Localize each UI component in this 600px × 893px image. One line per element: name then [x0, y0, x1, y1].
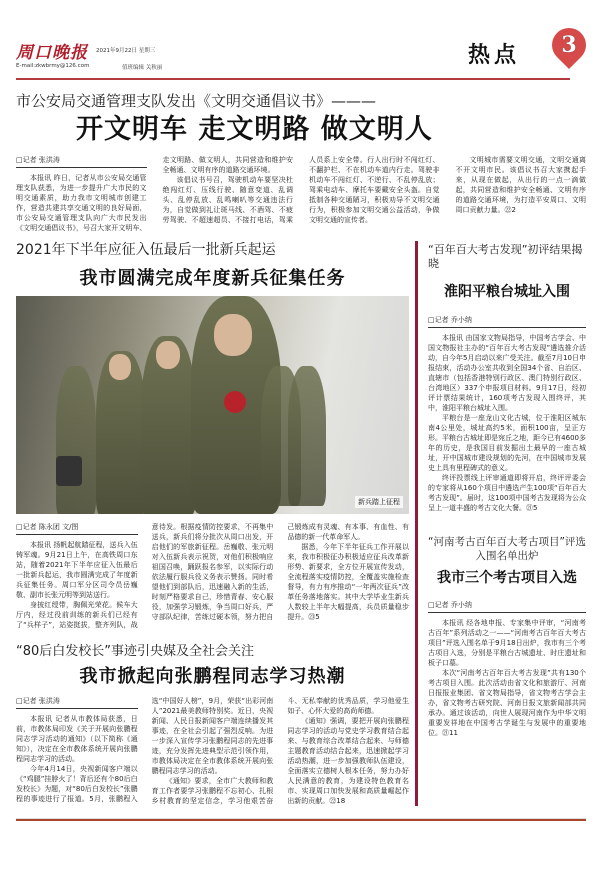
paragraph: 本次“河南考古百年百大考古发现”共有130个考古项目入围。此次活动由省文化和旅游厅、河南日报报业集团、省文物局指导，省文物考古学会主办，省文物考古研究院、河南日报文旅新闻部共同承办。通过该活动，向世人展现河南作为中华文明重要发祥地在中国考古学诞生与发展中的重要地位。㉑11 — [428, 668, 586, 737]
section-title: 热点 — [468, 42, 521, 68]
paragraph: 《通知》强调，要把开展向张鹏程同志学习的活动与党史学习教育结合起来、与教育综合改革结合起来、与师德主题教育活动结合起来，迅速掀起学习活动热潮，进一步加强教师队伍建设，全面落实立德树人根本任务，努力办好人民满意的教育，为建设特色教育名市、实现周口加快发展和高质量崛起作出新的贡献。㉒18 — [287, 717, 409, 806]
editor: 值班编辑 关秋丽 — [122, 65, 163, 71]
paragraph: 《通知》要求，全市广大教师和教育工作者要学习张鹏程不忘初心、扎根乡村教育的坚定信念，学习他艰苦奋斗、无私奉献的优秀品质，学习他爱生如子、心怀大爱的高尚师德。 — [151, 697, 409, 806]
paragraph: 文明城市需要文明交通，文明交通离不开文明市民。该倡议书召大家携起手来，从现在做起，从出行的一点一滴做起，共同营造和维护安全畅通、文明有序的道路交通环境，为打造平安周口、文明周口贡献力量。㉒2 — [455, 155, 586, 214]
footer-rule — [16, 818, 586, 821]
right-stories — [415, 241, 586, 807]
paragraph: 本报讯 扬帆起航踏征程，送兵入伍铸军魂。9月21日上午，在高铁周口东站，随着2021年下半年应征入伍最后一批新兵起运，我市圆满完成了年度新兵征集任务。周口军分区司令员岳巍敬、副市长张元明等到站送行。 — [16, 541, 138, 600]
article5-byline: □记者 乔小纳 — [428, 600, 586, 613]
paragraph: 本报讯 由国家文物局指导，中国考古学会、中国文物报社主办的“百年百大考古发现”遴选推介活动，自今年5月启动以来广受关注。截至7月10日申报结束，活动办公室共收到全国34个省、自治区、直辖市（包括香港特别行政区、澳门特别行政区、台湾地区）337个申报项目材料。9月17日，经初评计票结果统计，160项考古发现入围终评，其中，淮阳平粮台城址入围。 — [428, 334, 586, 413]
photo-caption: 新兵踏上征程 — [355, 496, 403, 508]
article3-headline: 我市掀起向张鹏程同志学习热潮 — [79, 666, 346, 688]
article5-headline: 我市三个考古项目入选 — [437, 570, 577, 587]
paragraph: 该倡议书号召，驾驶机动车要坚决杜绝闯红灯、压线行驶、随意变道、乱调头、乱停乱放、乱鸣喇叭等交通违法行为，自觉做到礼让斑马线、不酒驾、不疲劳驾驶、不超速超员、不接打电话，驾乘人员系上安全带。行人出行时不闯红灯、不翻护栏、不在机动车道内行走。驾驶非机动车不闯红灯、不逆行、不乱停乱放；驾乘电动车、摩托车要戴安全头盔。自觉抵制各种交通陋习，积极劝导不文明交通行为，积极参加文明交通公益活动，争做文明交通的宣传者。 — [162, 155, 440, 224]
header-rule — [16, 78, 570, 80]
paragraph: 据悉，今年下半年征兵工作开展以来，我市积极征办积极适应征兵改革新形势、新要求，全方位开展宣传发动，全流程落实疫情防控，全覆盖实施检查督导，有力有序推动“一年两次征兵”改革任务落地落实。其中大学毕业生新兵人数较上半年大幅提高，兵员质量稳步提升。㉓5 — [287, 543, 409, 622]
email: E-mail:zkwbrmy@126.com — [16, 63, 90, 69]
newspaper-logo: 周口晚报 — [16, 43, 88, 63]
article1-kicker: 市公安局交通管理支队发出《文明交通倡议书》——— — [16, 92, 377, 110]
article2-kicker: 2021年下半年应征入伍最后一批新兵起运 — [16, 241, 276, 258]
article4-headline: 淮阳平粮台城址入围 — [444, 284, 570, 301]
weekday: 星期三 — [138, 48, 156, 54]
paragraph: 本报讯 昨日，记者从市公安局交通管理支队获悉，为进一步提升广大市民的文明交通素质，助力我市文明城市创建工作，营造共建共享交通文明的良好局面，市公安局交通管理支队向广大市民发出《文明交通倡议书》，号召大家开文明车、走文明路、做文明人，共同营造和维护安全畅通、文明有序的道路交通环境。 — [16, 155, 293, 232]
paragraph: 本报讯 经各地申报、专家集中评审，“河南考古百年”系列活动之一——“河南考古百年百大考古项目”评选入围名单于9月18日出炉，我市有三个考古项目入选，分别是平粮台古城遗址、时庄遗址和板子口墓。 — [428, 618, 586, 667]
date: 2021年9月22日 — [96, 48, 137, 54]
article4-kicker: “百年百大考古发现”初评结果揭晓 — [428, 242, 583, 270]
article5-kicker: “河南考古百年百大考古项目”评选入围名单出炉 — [428, 536, 586, 563]
paragraph: 身披红绶带，胸佩光荣花。候车大厅内，经过役前训练的新兵们已经有了“兵样子”，站姿挺拔，整齐列队，战意待发。根据疫情防控要求，不再集中送兵，新兵们将分批次从周口出发，开启他们的军旅新征程。岳巍敬、张元明对入伍新兵表示祝贺，对他们积极响应祖国召唤，踊跃报名参军，以实际行动依法履行服兵役义务表示赞扬。同时希望他们到部队后，迅速融入新的生活，时刻严格要求自己，珍惜青春、安心服役，加强学习锻炼，争当周口好兵，严守部队纪律，苦练过硬本领，努力把自己锻炼成有灵魂、有本事、有血性、有品德的新一代革命军人。 — [16, 523, 409, 630]
page-number: 3 — [561, 32, 577, 58]
page-content — [16, 92, 586, 845]
article1-headline: 开文明车 走文明路 做文明人 — [76, 113, 433, 145]
article2-headline: 我市圆满完成年度新兵征集任务 — [79, 267, 346, 289]
article5-body — [428, 600, 586, 738]
news-photo-recruits — [16, 296, 409, 514]
issue-date — [96, 46, 155, 54]
article4-byline: □记者 乔小纳 — [428, 315, 586, 328]
article1-byline: □记者 张洪涛 — [16, 155, 147, 168]
article2-byline: □记者 陈永团 文/图 — [16, 522, 138, 535]
article3-body — [16, 696, 409, 806]
article1-body — [16, 155, 586, 233]
article3-byline: □记者 张洪涛 — [16, 696, 138, 709]
paragraph: 本报讯 记者从市教体局获悉，日前，市教体局印发《关于开展向张鹏程同志学习活动的通知》（以下简称《通知》），决定在全市教体系统开展向张鹏程同志学习的活动。 — [16, 715, 138, 764]
paragraph: 平粮台是一座龙山文化古城，位于淮阳区城东南4公里处，城址高约5米，面积100亩，呈正方形。平粮台古城址即是宛丘之地，距今已有4600多年的历史，是我国目前发掘出土最早的一座古城址，开中国城市建设规划的先河，在中国城市发展史上具有里程碑式的意义。 — [428, 414, 586, 473]
article3-kicker: “80后白发校长”事迹引央媒及全社会关注 — [16, 644, 255, 660]
lower-section — [16, 241, 586, 807]
article4-body — [428, 315, 586, 513]
paragraph: 今年4月14日，央视新闻客户端以《“鸡腿”挂脖火了！背后还有个80后白发校长》为题，对“80后白发校长”张鹏程的事迹进行了报道。5月，张鹏程入选“中国好人榜”，9月，荣获“出彩河南人”2021最美教师特别奖。近日，央视新闻、人民日报新闻客户端连续播发其事迹，在全社会引起了强烈反响。为进一步深入宣传学习张鹏程同志的先进事迹，充分发挥先进典型示范引领作用，市教体局决定在全市教体系统开展向张鹏程同志学习的活动。 — [16, 697, 274, 804]
left-stories — [16, 241, 415, 807]
article2-body — [16, 522, 409, 630]
paragraph: 终评投票线上评审通道即将开启，终评评委会的专家将从160个项目中遴选产生100项“百年百大考古发现”。届时，这100项中国考古发现将为公众呈上一道丰盛的考古文化大餐。㉑5 — [428, 474, 586, 513]
